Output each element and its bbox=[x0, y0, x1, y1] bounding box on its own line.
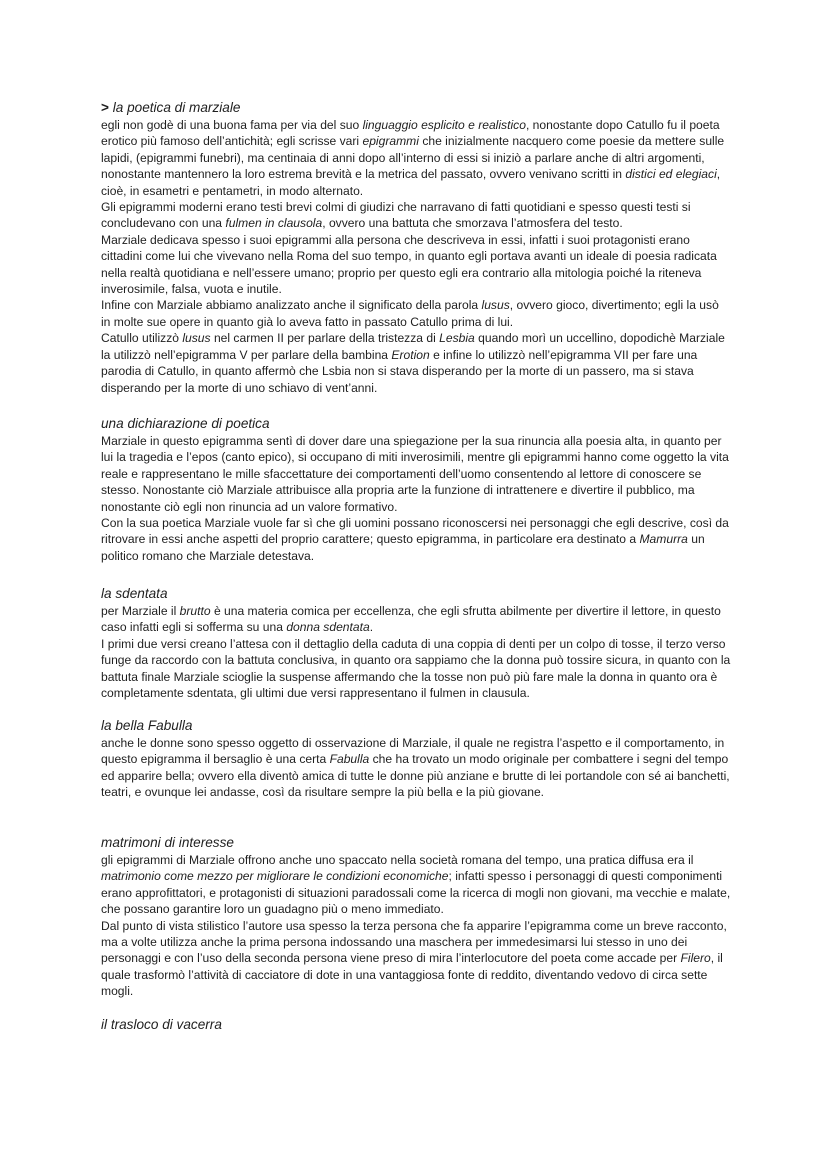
italic-emphasis: distici ed elegiaci bbox=[625, 167, 717, 182]
heading-title: la poetica di marziale bbox=[112, 100, 241, 115]
paragraph: per Marziale il brutto è una materia comica per eccellenza, che egli sfrutta abilmente per divertire il lettore, in questo caso infatti egli si sofferma su una donna sdentata. bbox=[101, 604, 721, 635]
paragraph: egli non godè di una buona fama per via del suo linguaggio esplicito e realistico, nonostante dopo Catullo fu il poeta erotico più famoso dell’antichità; egli scrisse vari epigrammi che inizialmente nacquero come poesie da mettere sulle lapidi, (epigrammi funebri), ma centinaia di anni dopo all’interno di essi si iniziò a parlare anche di altri argomenti, nonostante mantennero la loro estrema brevità e la metrica del passato, ovvero venivano scritti in distici ed elegiaci, cioè, in esametri e pentametri, in modo alternato. bbox=[101, 118, 725, 198]
section-dichiarazione-di-poetica bbox=[101, 415, 731, 564]
section-la-bella-fabulla bbox=[101, 717, 731, 801]
section-matrimoni-di-interesse bbox=[101, 834, 731, 1000]
section-heading bbox=[101, 717, 731, 734]
italic-emphasis: Fabulla bbox=[329, 752, 370, 767]
italic-emphasis: Erotion bbox=[391, 347, 430, 362]
section-heading bbox=[101, 415, 731, 432]
paragraph: Infine con Marziale abbiamo analizzato anche il significato della parola lusus, ovvero gioco, divertimento; egli la usò in molte sue opere in quanto già lo aveva fatto in passato Catullo prima di lui. bbox=[101, 298, 719, 329]
italic-emphasis: brutto bbox=[179, 604, 211, 618]
italic-emphasis: Filero bbox=[680, 951, 711, 966]
paragraph: I primi due versi creano l’attesa con il dettaglio della caduta di una coppia di denti per un colpo di tosse, il terzo verso funge da raccordo con la battuta conclusiva, in quanto ora sappiamo che la donna può tossire sicura, in quanto con la battuta finale Marziale scioglie la suspense affermando che la tosse non può più fare male la donna in quanto ora è completamente sdentata, gli ultimi due versi rappresentano il fulmen in clausula. bbox=[101, 636, 731, 701]
section-heading bbox=[101, 834, 731, 851]
paragraph: anche le donne sono spesso oggetto di osservazione di Marziale, il quale ne registra l’aspetto e il comportamento, in questo epigramma il bersaglio è una certa Fabulla che ha trovato un modo originale per combattere i segni del tempo ed apparire bella; ovvero ella diventò amica di tutte le donne più anziane e brutte di lei portandole con sé ai banchetti, teatri, e ovunque lei andasse, così da risultare sempre la più bella e la più giovane. bbox=[101, 736, 730, 800]
heading-title: il trasloco di vacerra bbox=[101, 1017, 222, 1032]
heading-title: una dichiarazione di poetica bbox=[101, 416, 270, 431]
heading-title: la bella Fabulla bbox=[101, 718, 193, 733]
paragraph: Catullo utilizzò lusus nel carmen II per parlare della tristezza di Lesbia quando morì un uccellino, dopodichè Marziale la utilizzò nell’epigramma V per parlare della bambina Erotion e infine lo utilizzò nell’epigramma VII per fare una parodia di Catullo, in quanto affermò che Lsbia non si stava disperando per la morte di un passero, ma si stava disperando per la morte di uno schiavo di vent’anni. bbox=[101, 331, 725, 395]
heading-title: la sdentata bbox=[101, 586, 168, 601]
italic-emphasis: matrimonio come mezzo per migliorare le condizioni economiche bbox=[101, 869, 449, 884]
italic-emphasis: lusus bbox=[481, 298, 510, 313]
italic-emphasis: donna sdentata bbox=[286, 620, 370, 635]
italic-emphasis: lusus bbox=[182, 331, 211, 346]
section-heading bbox=[101, 99, 731, 116]
paragraph: Marziale dedicava spesso i suoi epigrammi alla persona che descriveva in essi, infatti i suoi protagonisti erano cittadini come lui che vivevano nella Roma del suo tempo, in quanto egli portava avanti un ideale di poesia radicata nella realtà quotidiana e nell’essere umano; proprio per questo egli era contrario alla mitologia poiché la riteneva inverosimile, falsa, vuota e inutile. bbox=[101, 232, 717, 297]
paragraph: gli epigrammi di Marziale offrono anche uno spaccato nella società romana del tempo, una pratica diffusa era il matrimonio come mezzo per migliorare le condizioni economiche; infatti spesso i personaggi di questi componimenti erano approfittatori, e protagonisti di situazioni paradossali come la ricerca di mogli non giovani, ma vecchie e malate, che possano garantire loro un guadagno più o meno immediato. bbox=[101, 853, 731, 917]
paragraph: Dal punto di vista stilistico l’autore usa spesso la terza persona che fa apparire l’epigramma come un breve racconto, ma a volte utilizza anche la prima persona indossando una maschera per immedesimarsi lui stesso in uno dei personaggi e con l’uso della seconda persona viene preso di mira l’interlocutore del poeta come accade per Filero, il quale trasformò l’attività di cacciatore di dote in una vantaggiosa fonte di reddito, diventando vedovo di circa sette mogli. bbox=[101, 918, 727, 999]
section-la-sdentata bbox=[101, 585, 731, 701]
italic-emphasis: Mamurra bbox=[639, 532, 688, 547]
section-heading bbox=[101, 1016, 731, 1033]
paragraph: Gli epigrammi moderni erano testi brevi colmi di giudizi che narravano di fatti quotidiani e spesso questi testi si concludevano con una fulmen in clausola, ovvero una battuta che smorzava l’atmosfera del testo. bbox=[101, 200, 691, 231]
section-trasloco-di-vacerra bbox=[101, 1016, 731, 1034]
paragraph: Con la sua poetica Marziale vuole far sì che gli uomini possano riconoscersi nei personaggi che egli descrive, così da ritrovare in essi anche aspetti del proprio carattere; questo epigramma, in particolare era destinato a Mamurra un politico romano che Marziale detestava. bbox=[101, 516, 729, 563]
italic-emphasis: epigrammi bbox=[362, 134, 419, 149]
heading-marker: > bbox=[101, 100, 113, 115]
heading-title: matrimoni di interesse bbox=[101, 835, 234, 850]
section-poetica-di-marziale bbox=[101, 99, 731, 396]
italic-emphasis: Lesbia bbox=[439, 331, 475, 346]
paragraph: Marziale in questo epigramma sentì di dover dare una spiegazione per la sua rinuncia alla poesia alta, in quanto per lui la tragedia e l’epos (canto epico), si occupano di miti inverosimili, mentre gli epigrammi hanno come oggetto la vita reale e rappresentano le mille sfaccettature dei comportamenti dell’uomo consentendo al lettore di conoscere se stesso. Nonostante ciò Marziale attribuisce alla propria arte la funzione di intrattenere e divertire il pubblico, ma nonostante ciò egli non rinuncia ad un valore formativo. bbox=[101, 434, 729, 514]
italic-emphasis: fulmen in clausola bbox=[225, 216, 323, 231]
italic-emphasis: linguaggio esplicito e realistico bbox=[362, 118, 526, 132]
section-heading bbox=[101, 585, 731, 602]
